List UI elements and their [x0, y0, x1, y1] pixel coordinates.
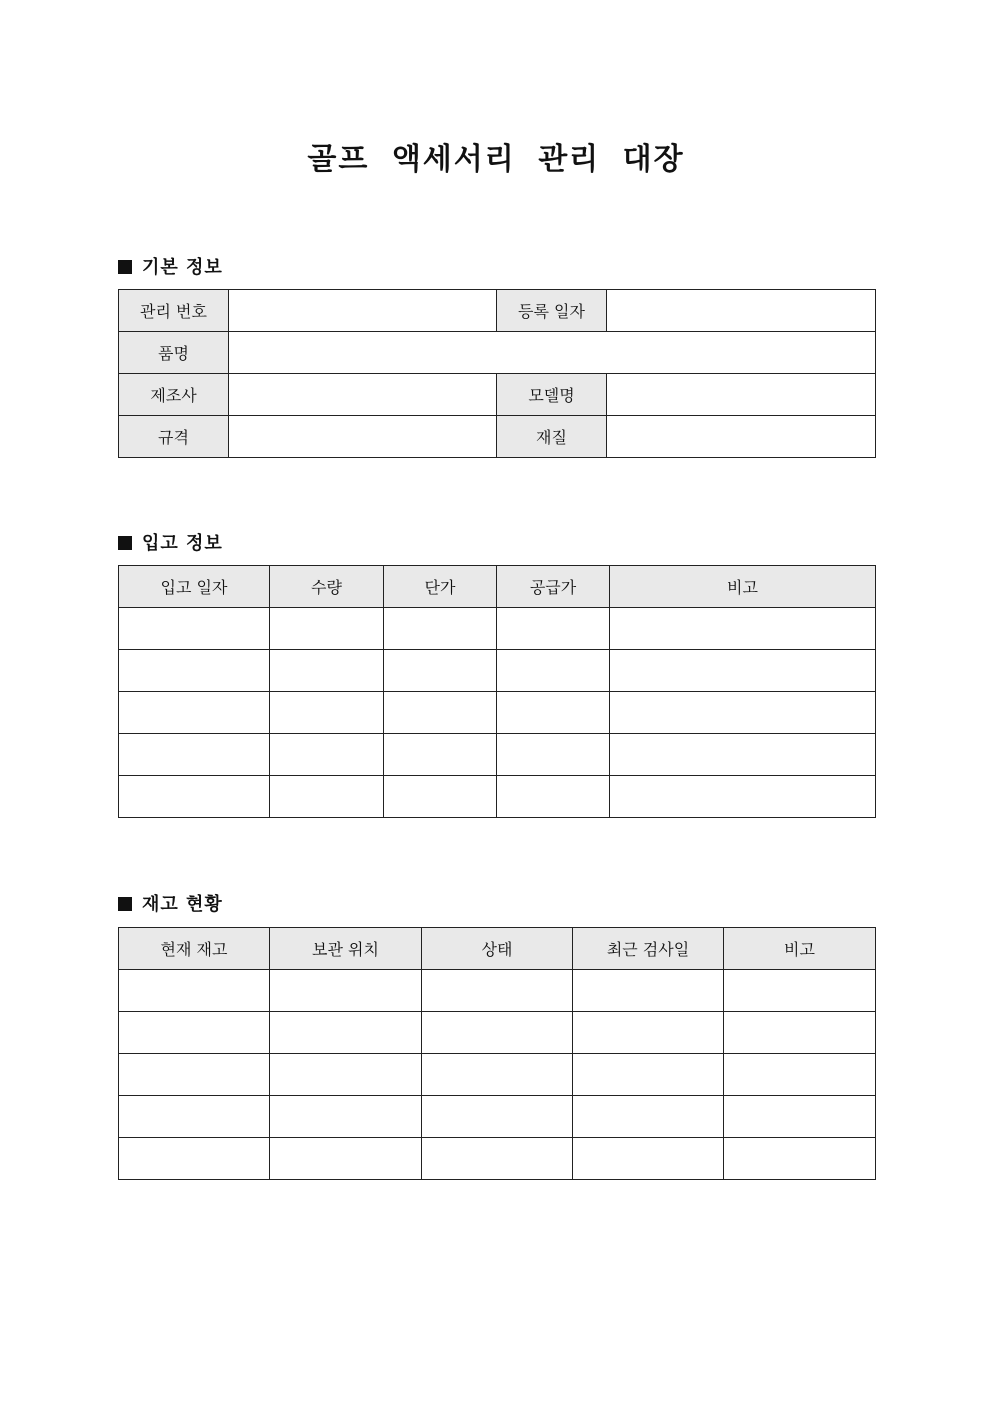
field-material[interactable]: [607, 416, 876, 458]
label-manufacturer: 제조사: [119, 374, 229, 416]
stock-status-table: [118, 927, 876, 1180]
section-heading-basic: [118, 253, 223, 279]
table-header-row: [119, 928, 876, 970]
table-cell[interactable]: [724, 1012, 876, 1054]
table-row: [119, 1096, 876, 1138]
table-cell[interactable]: [724, 1054, 876, 1096]
table-cell[interactable]: [497, 692, 610, 734]
table-cell[interactable]: [422, 1138, 573, 1180]
table-cell[interactable]: [422, 1096, 573, 1138]
column-header-supply-price: 공급가: [497, 566, 610, 608]
table-cell[interactable]: [573, 1096, 724, 1138]
table-cell[interactable]: [119, 1012, 270, 1054]
label-material: 재질: [497, 416, 607, 458]
table-cell[interactable]: [270, 608, 384, 650]
table-row: [119, 290, 876, 332]
table-row: [119, 608, 876, 650]
field-reg-date[interactable]: [607, 290, 876, 332]
field-mgmt-no[interactable]: [229, 290, 497, 332]
label-mgmt-no: 관리 번호: [119, 290, 229, 332]
table-cell[interactable]: [422, 1054, 573, 1096]
table-cell[interactable]: [497, 608, 610, 650]
section-heading-stock-label: 재고 현황: [142, 894, 223, 915]
table-row: [119, 650, 876, 692]
table-cell[interactable]: [119, 776, 270, 818]
column-header-last-inspection: 최근 검사일: [573, 928, 724, 970]
table-cell[interactable]: [270, 1012, 422, 1054]
table-row: [119, 1012, 876, 1054]
table-cell[interactable]: [119, 1096, 270, 1138]
stock-rows: [119, 970, 876, 1180]
column-header-unit-price: 단가: [384, 566, 497, 608]
table-row: [119, 1054, 876, 1096]
table-cell[interactable]: [497, 650, 610, 692]
table-cell[interactable]: [573, 970, 724, 1012]
table-cell[interactable]: [610, 608, 876, 650]
table-cell[interactable]: [270, 650, 384, 692]
table-cell[interactable]: [119, 1138, 270, 1180]
column-header-current-stock: 현재 재고: [119, 928, 270, 970]
table-cell[interactable]: [724, 970, 876, 1012]
incoming-info-table: [118, 565, 876, 818]
table-cell[interactable]: [610, 734, 876, 776]
table-cell[interactable]: [610, 692, 876, 734]
incoming-rows: [119, 608, 876, 818]
table-cell[interactable]: [384, 692, 497, 734]
table-cell[interactable]: [270, 970, 422, 1012]
table-row: [119, 1138, 876, 1180]
table-cell[interactable]: [573, 1012, 724, 1054]
section-heading-basic-label: 기본 정보: [142, 257, 223, 278]
label-item-name: 품명: [119, 332, 229, 374]
field-model-name[interactable]: [607, 374, 876, 416]
table-cell[interactable]: [724, 1096, 876, 1138]
table-cell[interactable]: [610, 776, 876, 818]
column-header-quantity: 수량: [270, 566, 384, 608]
basic-info-table: [118, 289, 876, 458]
table-cell[interactable]: [270, 1138, 422, 1180]
table-cell[interactable]: [497, 776, 610, 818]
document-title: 골프 액세서리 관리 대장: [307, 142, 685, 177]
table-cell[interactable]: [119, 692, 270, 734]
table-header-row: [119, 566, 876, 608]
table-cell[interactable]: [573, 1054, 724, 1096]
section-heading-incoming-label: 입고 정보: [142, 533, 223, 554]
table-row: [119, 374, 876, 416]
table-cell[interactable]: [384, 776, 497, 818]
table-cell[interactable]: [384, 608, 497, 650]
column-header-remarks: 비고: [724, 928, 876, 970]
table-cell[interactable]: [270, 776, 384, 818]
section-heading-stock: [118, 890, 223, 916]
table-row: [119, 776, 876, 818]
table-cell[interactable]: [724, 1138, 876, 1180]
table-cell[interactable]: [422, 970, 573, 1012]
label-spec: 규격: [119, 416, 229, 458]
table-cell[interactable]: [119, 608, 270, 650]
table-cell[interactable]: [119, 734, 270, 776]
table-row: [119, 416, 876, 458]
table-cell[interactable]: [497, 734, 610, 776]
column-header-incoming-date: 입고 일자: [119, 566, 270, 608]
field-manufacturer[interactable]: [229, 374, 497, 416]
column-header-storage-location: 보관 위치: [270, 928, 422, 970]
label-model-name: 모델명: [497, 374, 607, 416]
table-row: [119, 332, 876, 374]
table-cell[interactable]: [270, 734, 384, 776]
table-cell[interactable]: [573, 1138, 724, 1180]
table-cell[interactable]: [119, 1054, 270, 1096]
table-cell[interactable]: [119, 650, 270, 692]
table-row: [119, 692, 876, 734]
section-heading-incoming: [118, 529, 223, 555]
square-bullet-icon: [118, 260, 132, 274]
table-cell[interactable]: [270, 692, 384, 734]
table-cell[interactable]: [422, 1012, 573, 1054]
field-spec[interactable]: [229, 416, 497, 458]
square-bullet-icon: [118, 536, 132, 550]
table-cell[interactable]: [270, 1054, 422, 1096]
table-row: [119, 734, 876, 776]
field-item-name[interactable]: [229, 332, 876, 374]
column-header-remarks: 비고: [610, 566, 876, 608]
table-cell[interactable]: [119, 970, 270, 1012]
table-cell[interactable]: [610, 650, 876, 692]
table-cell[interactable]: [384, 650, 497, 692]
column-header-condition: 상태: [422, 928, 573, 970]
square-bullet-icon: [118, 897, 132, 911]
table-cell[interactable]: [270, 1096, 422, 1138]
table-cell[interactable]: [384, 734, 497, 776]
label-reg-date: 등록 일자: [497, 290, 607, 332]
table-row: [119, 970, 876, 1012]
